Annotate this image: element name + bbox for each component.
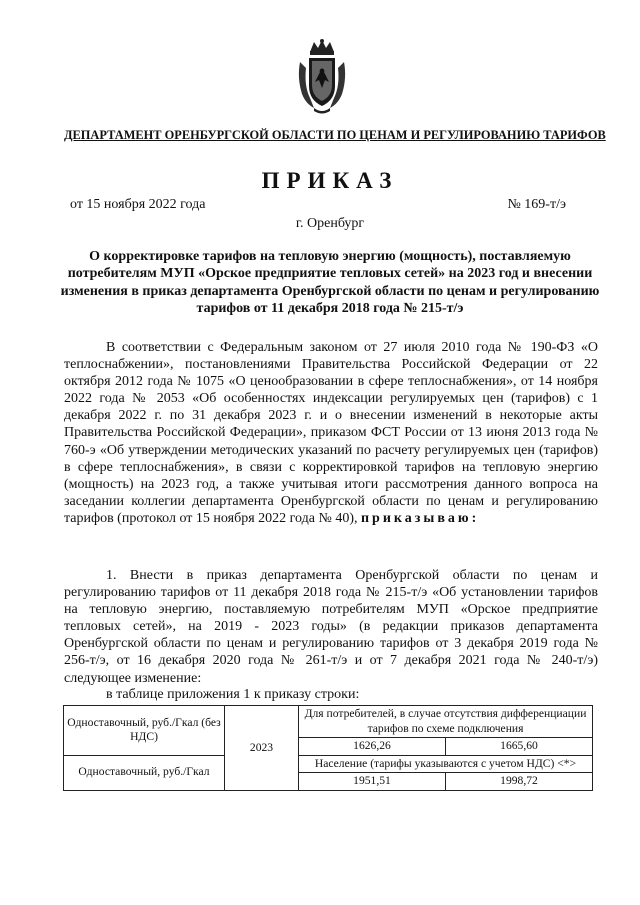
value-cell: 1998,72	[446, 773, 593, 791]
year-cell: 2023	[225, 706, 299, 791]
document-title: ПРИКАЗ	[261, 168, 399, 193]
order-keyword: приказываю:	[360, 510, 480, 526]
order-city: г. Оренбург	[295, 216, 365, 231]
group-header-cell: Население (тарифы указываются с учетом НДС) <*>	[299, 755, 593, 773]
tariff-table	[63, 705, 593, 791]
preamble-text: В соответствии с Федеральным законом от 27 июля 2010 года № 190-ФЗ «О теплоснабжении», постановлениями Правительства Российской Федерации от 22 октября 2012 года № 1075 «О ценообразовании в сфере теплоснабжения», от 14 ноября 2022 года № 2053 «Об особенностях индексации регулируемых цен (тарифов) с 1 декабря 2022 г. по 31 декабря 2023 г. и о внесении изменений в некоторые акты Правительства Российской Федерации», приказом ФСТ России от 13 июня 2013 года № 760-э «Об утверждении методических указаний по расчету регулируемых цен (тарифов) в сфере теплоснабжения», в связи с корректировкой тарифов на тепловую энергию (мощность) на 2023 год, а также учитывая итоги рассмотрения данного вопроса на заседании коллегии департамента Оренбургской области по ценам и регулированию тарифов (протокол от 15 ноября 2022 года № 40),	[64, 340, 598, 526]
tariff-type-cell: Одноставочный, руб./Гкал	[64, 755, 225, 790]
order-subject: О корректировке тарифов на тепловую энергию (мощность), поставляемую потребителям МУП «Орское предприятие тепловых сетей» на 2023 год и внесении изменения в приказ департамента Оренбургской области по ценам и регулированию тарифов от 11 декабря 2018 года № 215-т/э	[60, 249, 600, 316]
value-cell: 1665,60	[446, 738, 593, 756]
table-intro: в таблице приложения 1 к приказу строки:	[106, 687, 360, 702]
table-row	[64, 755, 593, 773]
department-header: ДЕПАРТАМЕНТ ОРЕНБУРГСКОЙ ОБЛАСТИ ПО ЦЕНАМ И РЕГУЛИРОВАНИЮ ТАРИФОВ	[64, 128, 606, 142]
preamble-paragraph	[64, 339, 598, 527]
table-row	[64, 706, 593, 738]
order-date: от 15 ноября 2022 года	[70, 197, 206, 212]
order-number: № 169-т/э	[507, 197, 566, 212]
tariff-type-cell: Одноставочный, руб./Гкал (без НДС)	[64, 706, 225, 756]
value-cell: 1951,51	[299, 773, 446, 791]
value-cell: 1626,26	[299, 738, 446, 756]
item-1-paragraph: 1. Внести в приказ департамента Оренбургской области по ценам и регулированию тарифов от 11 декабря 2018 года № 215-т/э «Об установлении тарифов на тепловую энергию, поставляемую потребителям МУП «Орское предприятие тепловых сетей», на 2019 - 2023 годы» (в редакции приказов департамента Оренбургской области по ценам и регулированию тарифов от 3 декабря 2019 года № 256-т/э, от 16 декабря 2020 года № 261-т/э и от 7 декабря 2021 года № 240-т/э) следующее изменение:	[64, 568, 598, 686]
group-header-cell: Для потребителей, в случае отсутствия дифференциации тарифов по схеме подключения	[299, 706, 593, 738]
coat-of-arms-icon	[296, 38, 348, 114]
